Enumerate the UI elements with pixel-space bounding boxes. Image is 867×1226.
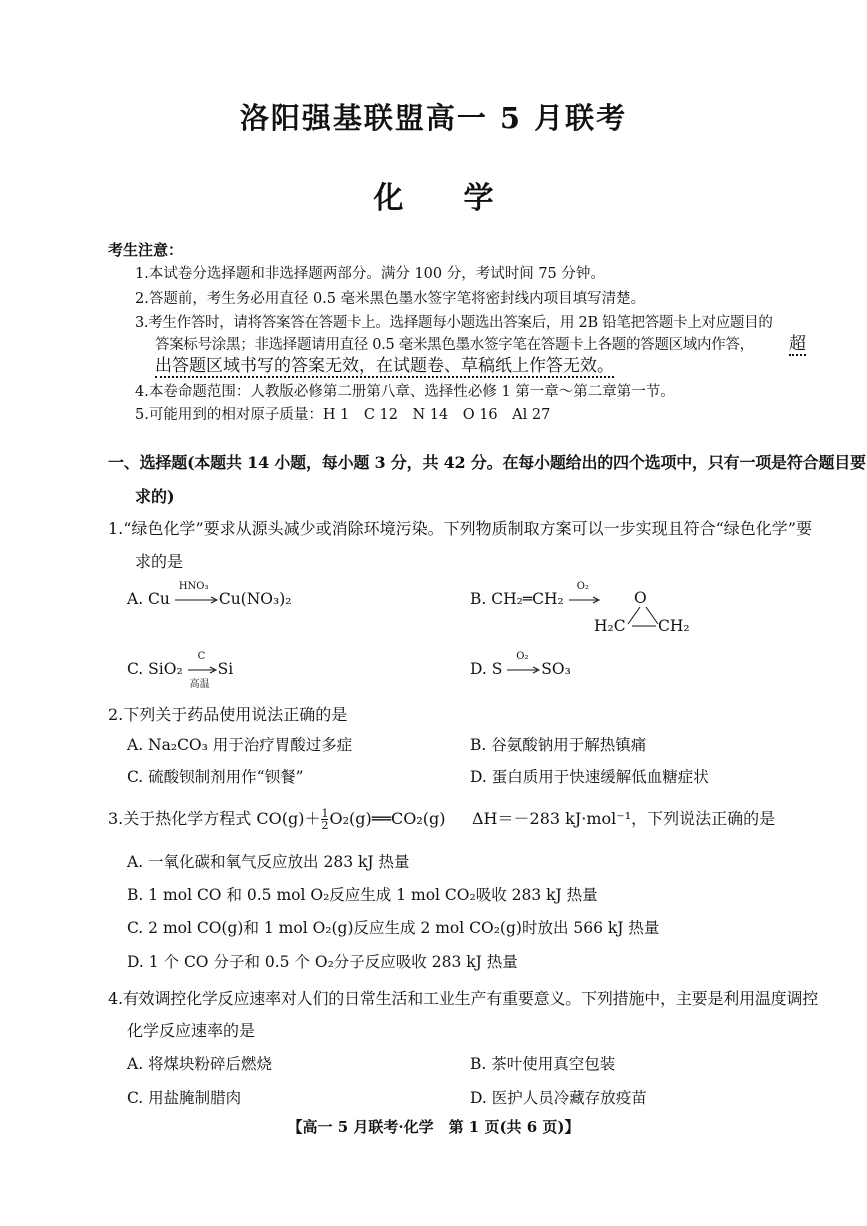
- q3-option-b: B. 1 mol CO 和 0.5 mol O₂反应生成 1 mol CO₂吸收 283 kJ 热量: [127, 886, 598, 904]
- q2-option-d: D. 蛋白质用于快速缓解低血糖症状: [470, 768, 709, 786]
- subject-title: 化学: [373, 181, 554, 216]
- q2-option-c: C. 硫酸钡制剂用作“钡餐”: [127, 768, 304, 786]
- reaction-arrow-icon: HNO₃: [175, 593, 219, 607]
- q4-option-d: D. 医护人员冷藏存放疫苗: [470, 1089, 647, 1107]
- reaction-arrow-icon: C 高温: [188, 663, 218, 677]
- q1-option-c: C. SiO₂ C 高温 Si: [127, 651, 234, 690]
- fraction-one-half: $\frac{1}{2}$: [321, 807, 329, 832]
- notice-item-3: 3.考生作答时，请将答案答在答题卡上。选择题每小题选出答案后，用 2B 铅笔把答题卡上对应题目的: [135, 315, 773, 331]
- notice-item-3-cont: 答案标号涂黑；非选择题请用直径 0.5 毫米黑色墨水签字笔在答题卡上各题的答题区域内作答，: [155, 337, 754, 353]
- epoxide-oxygen: O: [634, 589, 647, 607]
- q3-option-d: D. 1 个 CO 分子和 0.5 个 O₂分子反应吸收 283 kJ 热量: [127, 953, 518, 971]
- q3-option-c: C. 2 mol CO(g)和 1 mol O₂(g)反应生成 2 mol CO₂(g)时放出 566 kJ 热量: [127, 919, 660, 937]
- question-4-stem-cont: 化学反应速率的是: [127, 1021, 256, 1040]
- q2-option-a: A. Na₂CO₃ 用于治疗胃酸过多症: [127, 736, 353, 754]
- notice-item-3-emph-a: 超: [789, 334, 806, 354]
- epoxide-left-carbon: H₂C: [594, 617, 626, 635]
- notice-item-5: 5.可能用到的相对原子质量：H 1 C 12 N 14 O 16 Al 27: [135, 407, 551, 423]
- epoxide-right-carbon: CH₂: [658, 617, 690, 635]
- notice-item-1: 1.本试卷分选择题和非选择题两部分。满分 100 分，考试时间 75 分钟。: [135, 266, 605, 282]
- q1-option-a: A. Cu HNO₃ Cu(NO₃)₂: [127, 581, 292, 608]
- q1-option-b: B. CH₂═CH₂ O₂: [470, 590, 601, 608]
- exam-title: 洛阳强基联盟高一 5 月联考: [239, 101, 628, 135]
- notice-heading: 考生注意：: [108, 241, 184, 259]
- reaction-arrow-icon: O₂: [507, 663, 541, 677]
- page-footer: 【高一 5 月联考·化学 第 1 页(共 6 页)】: [287, 1118, 580, 1136]
- q4-option-b: B. 茶叶使用真空包装: [470, 1055, 616, 1073]
- reaction-arrow-icon: O₂: [569, 593, 601, 607]
- q1-option-d: D. S O₂ SO₃: [470, 651, 571, 678]
- q4-option-a: A. 将煤块粉碎后燃烧: [127, 1055, 273, 1073]
- notice-item-3-emph: 出答题区域书写的答案无效，在试题卷、草稿纸上作答无效。: [155, 356, 614, 376]
- question-1-stem: 1.“绿色化学”要求从源头减少或消除环境污染。下列物质制取方案可以一步实现且符合“绿色化学”要: [108, 519, 812, 538]
- q2-option-b: B. 谷氨酸钠用于解热镇痛: [470, 736, 647, 754]
- question-1-stem-cont: 求的是: [135, 552, 184, 571]
- section-heading-cont: 求的): [135, 487, 175, 506]
- section-heading: 一、选择题(本题共 14 小题，每小题 3 分，共 42 分。在每小题给出的四个选项中，只有一项是符合题目要: [108, 453, 866, 472]
- q3-option-a: A. 一氧化碳和氧气反应放出 283 kJ 热量: [127, 853, 410, 871]
- question-2-stem: 2.下列关于药品使用说法正确的是: [108, 705, 348, 724]
- notice-item-4: 4.本卷命题范围：人教版必修第二册第八章、选择性必修 1 第一章～第二章第一节。: [135, 384, 675, 400]
- question-3-stem-cont: ΔH＝－283 kJ·mol⁻¹，下列说法正确的是: [472, 809, 776, 828]
- q4-option-c: C. 用盐腌制腊肉: [127, 1089, 242, 1107]
- notice-item-2: 2.答题前，考生务必用直径 0.5 毫米黑色墨水签字笔将密封线内项目填写清楚。: [135, 291, 646, 307]
- question-4-stem: 4.有效调控化学反应速率对人们的日常生活和工业生产有重要意义。下列措施中，主要是利用温度调控: [108, 989, 819, 1008]
- question-3-stem: 3.关于热化学方程式 CO(g)＋ $\frac{1}{2}$ O₂(g)══CO₂(g): [108, 807, 446, 832]
